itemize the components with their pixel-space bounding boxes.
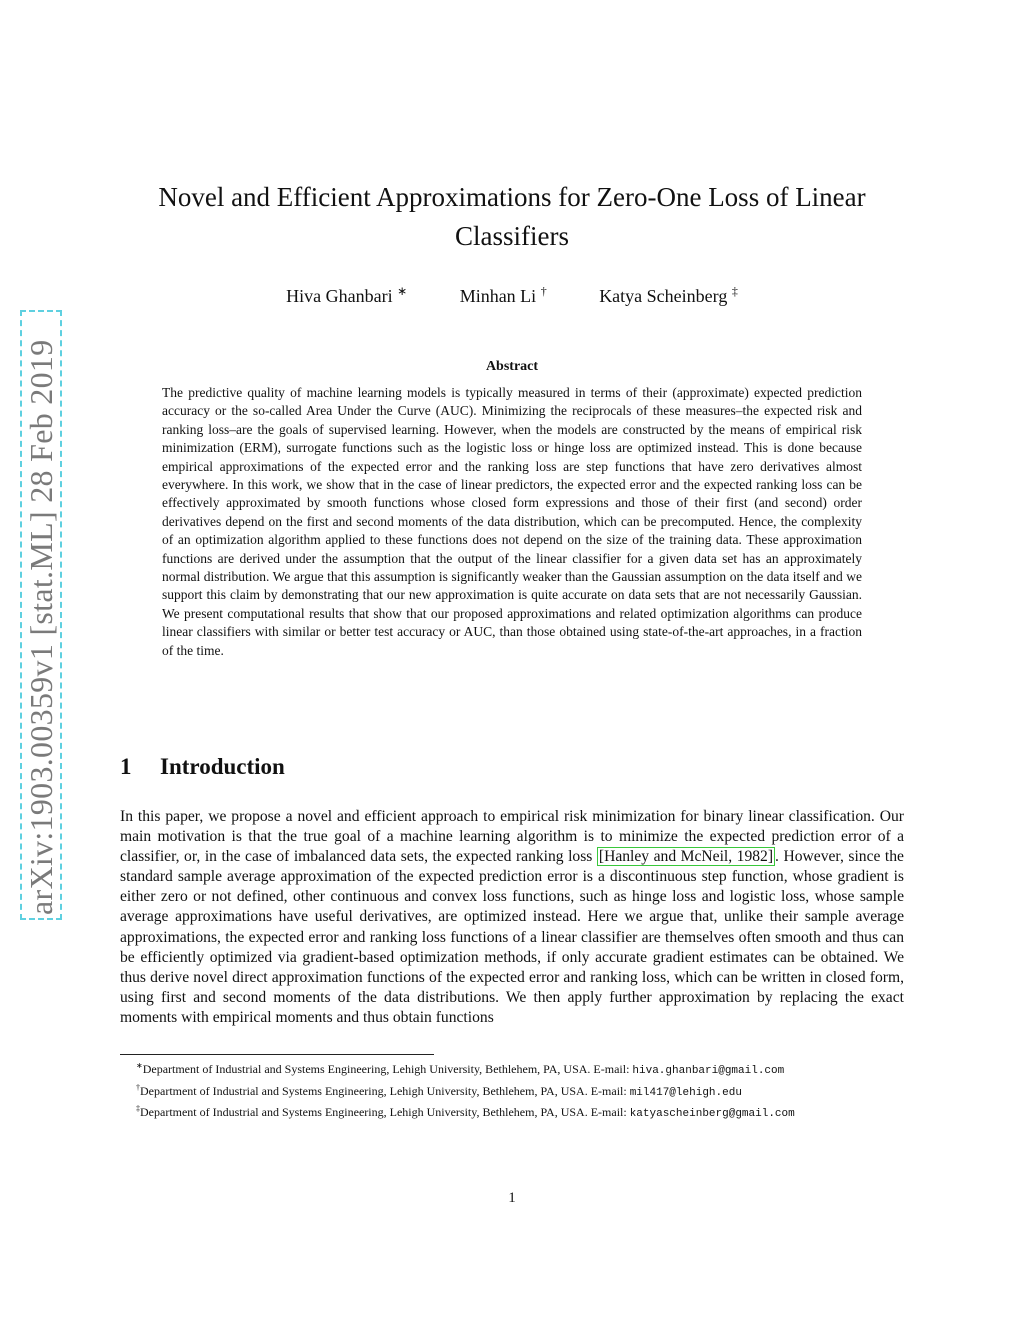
page-number: 1 bbox=[508, 1190, 516, 1206]
author-footnote-mark[interactable]: ∗ bbox=[397, 284, 408, 298]
author-footnote-mark[interactable]: † bbox=[540, 284, 547, 298]
footnote-mark: † bbox=[136, 1082, 140, 1092]
section-heading bbox=[120, 754, 285, 780]
author-name: Hiva Ghanbari bbox=[286, 286, 393, 306]
abstract-heading: Abstract bbox=[485, 359, 539, 374]
footnote-3 bbox=[120, 1101, 904, 1123]
author-1 bbox=[286, 284, 407, 307]
intro-text-part2: . However, since the standard sample average approximation of the expected prediction error is a discontinuous step function, whose gradient is either zero or not defined, other continuous and convex loss functions, such as hinge loss and logistic loss, whose sample average approximations have useful derivatives, are optimized instead. Here we argue that, unlike their sample average approximations, the expected error and ranking loss functions of a linear classifier are themselves often smooth and thus can be efficiently optimized via gradient-based optimization methods, if only accurate gradient estimates can be obtained. We thus derive novel direct approximation functions of the expected error and ranking loss, which can be written in closed form, using first and second moments of the data distributions. We then apply further approximation by replacing the exact moments with empirical moments and thus obtain functions bbox=[120, 848, 904, 1026]
author-footnote-mark[interactable]: ‡ bbox=[731, 284, 738, 298]
footnote-email[interactable]: mil417@lehigh.edu bbox=[629, 1086, 742, 1099]
footnote-text: Department of Industrial and Systems Engineering, Lehigh University, Bethlehem, PA, USA. E-mail: bbox=[142, 1062, 633, 1076]
footnote-2 bbox=[120, 1080, 904, 1102]
footnote-text: Department of Industrial and Systems Engineering, Lehigh University, Bethlehem, PA, USA. E-mail: bbox=[140, 1105, 630, 1119]
author-3 bbox=[599, 284, 738, 307]
intro-text-part1: In this paper, we propose a novel and efficient approach to empirical risk minimization for binary linear classification. Our main motivation is that the true goal of a machine learning algorithm is to minimize the expected prediction error of a classifier, or, in the case of imbalanced data sets, the expected ranking loss bbox=[120, 808, 904, 866]
abstract-text: The predictive quality of machine learning models is typically measured in terms of their (approximate) expected prediction accuracy or the so-called Area Under the Curve (AUC). Minimizing the reciprocals of these measures–the expected risk and ranking loss–are the goals of supervised learning. However, when the models are constructed by the means of empirical risk minimization (ERM), surrogate functions such as the logistic loss or hinge loss are optimized instead. This is done because empirical approximations of the expected error and the ranking loss are step functions that have zero derivatives almost everywhere. In this work, we show that in the case of linear predictors, the expected error and the expected ranking loss can be effectively approximated by smooth functions whose closed form expressions and those of their first (and second) order derivatives depend on the first and second moments of the data distribution, which can be precomputed. Hence, the complexity of an optimization algorithm applied to these functions does not depend on the size of the training data. These approximation functions are derived under the assumption that the output of the linear classifier for a given data set has an approximately normal distribution. We argue that this assumption is significantly weaker than the Gaussian assumption on the data itself and we support this claim by demonstrating that our new approximation is quite accurate on data sets that are not necessarily Gaussian. We present computational results that show that our proposed approximations and related optimization algorithms can produce linear classifiers with similar or better test accuracy or AUC, than those obtained using state-of-the-art approaches, in a fraction of the time. bbox=[162, 385, 862, 658]
author-name: Minhan Li bbox=[459, 286, 537, 306]
section-number: 1 bbox=[120, 754, 132, 779]
footnote-email[interactable]: hiva.ghanbari@gmail.com bbox=[632, 1065, 785, 1077]
author-name: Katya Scheinberg bbox=[599, 286, 728, 306]
footnote-email[interactable]: katyascheinberg@gmail.com bbox=[629, 1108, 795, 1120]
footnote-rule bbox=[120, 1054, 434, 1055]
footnote-text: Department of Industrial and Systems Engineering, Lehigh University, Bethlehem, PA, USA. E-mail: bbox=[140, 1083, 630, 1098]
author-2 bbox=[460, 284, 547, 307]
paper-title: Novel and Efficient Approximations for Zero-One Loss of Linear Classifiers bbox=[158, 182, 866, 251]
citation-link[interactable]: [Hanley and McNeil, 1982] bbox=[598, 848, 774, 866]
footnotes bbox=[120, 1058, 904, 1123]
author-list bbox=[120, 284, 904, 307]
section-title: Introduction bbox=[160, 754, 285, 779]
footnote-1 bbox=[120, 1058, 904, 1080]
footnote-mark: ‡ bbox=[136, 1104, 140, 1113]
footnote-mark: ∗ bbox=[136, 1061, 143, 1070]
intro-paragraph bbox=[120, 807, 904, 1028]
arxiv-id[interactable]: arXiv:1903.00359v1 [stat.ML] 28 Feb 2019 bbox=[23, 339, 59, 915]
